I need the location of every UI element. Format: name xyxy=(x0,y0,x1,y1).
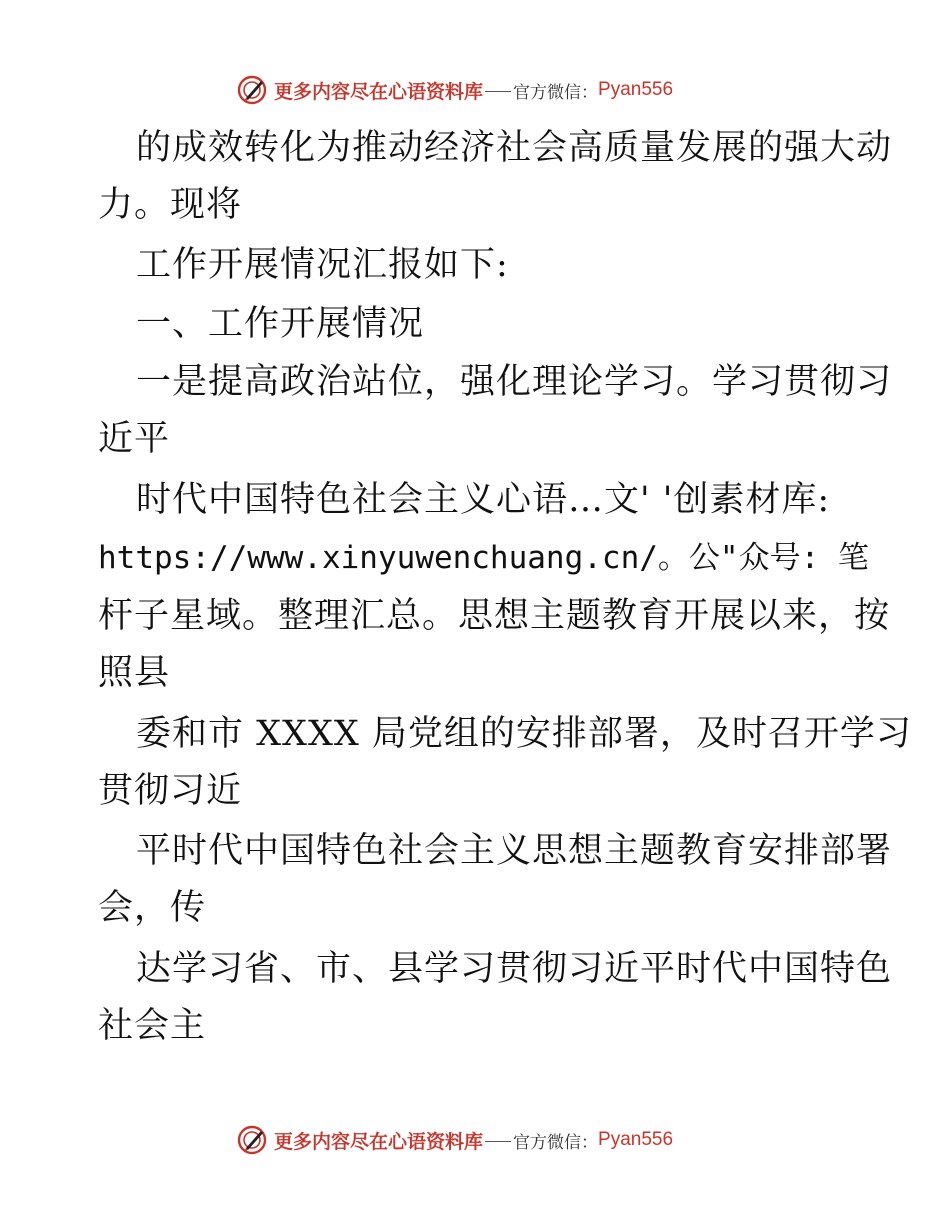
watermark-wechat-label: 官方微信： xyxy=(513,1132,599,1153)
section-heading: 一、工作开展情况 xyxy=(136,304,425,344)
watermark-brand: 更多内容尽在心语资料库 xyxy=(274,1130,484,1153)
body-line: 力。现将 xyxy=(98,185,243,225)
footer-watermark xyxy=(236,1123,673,1157)
body-line: 委和市 XXXX 局党组的安排部署，及时召开学习 xyxy=(136,714,912,754)
watermark-dash xyxy=(485,91,511,92)
watermark-wechat-label: 官方微信： xyxy=(513,82,599,103)
body-line: 的成效转化为推动经济社会高质量发展的强大动 xyxy=(136,128,893,168)
body-line: 照县 xyxy=(98,653,171,693)
watermark-brand: 更多内容尽在心语资料库 xyxy=(274,80,484,103)
header-watermark xyxy=(236,73,673,107)
body-line: 近平 xyxy=(98,419,171,459)
watermark-wechat-id: Pyan556 xyxy=(598,79,674,100)
watermark-wechat-id: Pyan556 xyxy=(598,1129,674,1150)
body-line: 杆子星域。整理汇总。思想主题教育开展以来，按 xyxy=(98,596,891,636)
body-line: 贯彻习近 xyxy=(98,771,243,811)
watermark-dash xyxy=(485,1141,511,1142)
body-line: 工作开展情况汇报如下: xyxy=(136,245,509,285)
body-line-url: https://www.xinyuwenchuang.cn/。公"众号: 笔 xyxy=(98,540,869,576)
body-line: 达学习省、市、县学习贯彻习近平时代中国特色 xyxy=(136,949,893,989)
body-line: 会，传 xyxy=(98,888,207,928)
body-line: 平时代中国特色社会主义思想主题教育安排部署 xyxy=(136,831,893,871)
body-line: 社会主 xyxy=(98,1006,207,1046)
quill-logo-icon xyxy=(236,74,268,106)
body-line: 时代中国特色社会主义心语…文' '创素材库: xyxy=(136,480,831,520)
body-line: 一是提高政治站位，强化理论学习。学习贯彻习 xyxy=(136,362,893,402)
quill-logo-icon xyxy=(236,1124,268,1156)
